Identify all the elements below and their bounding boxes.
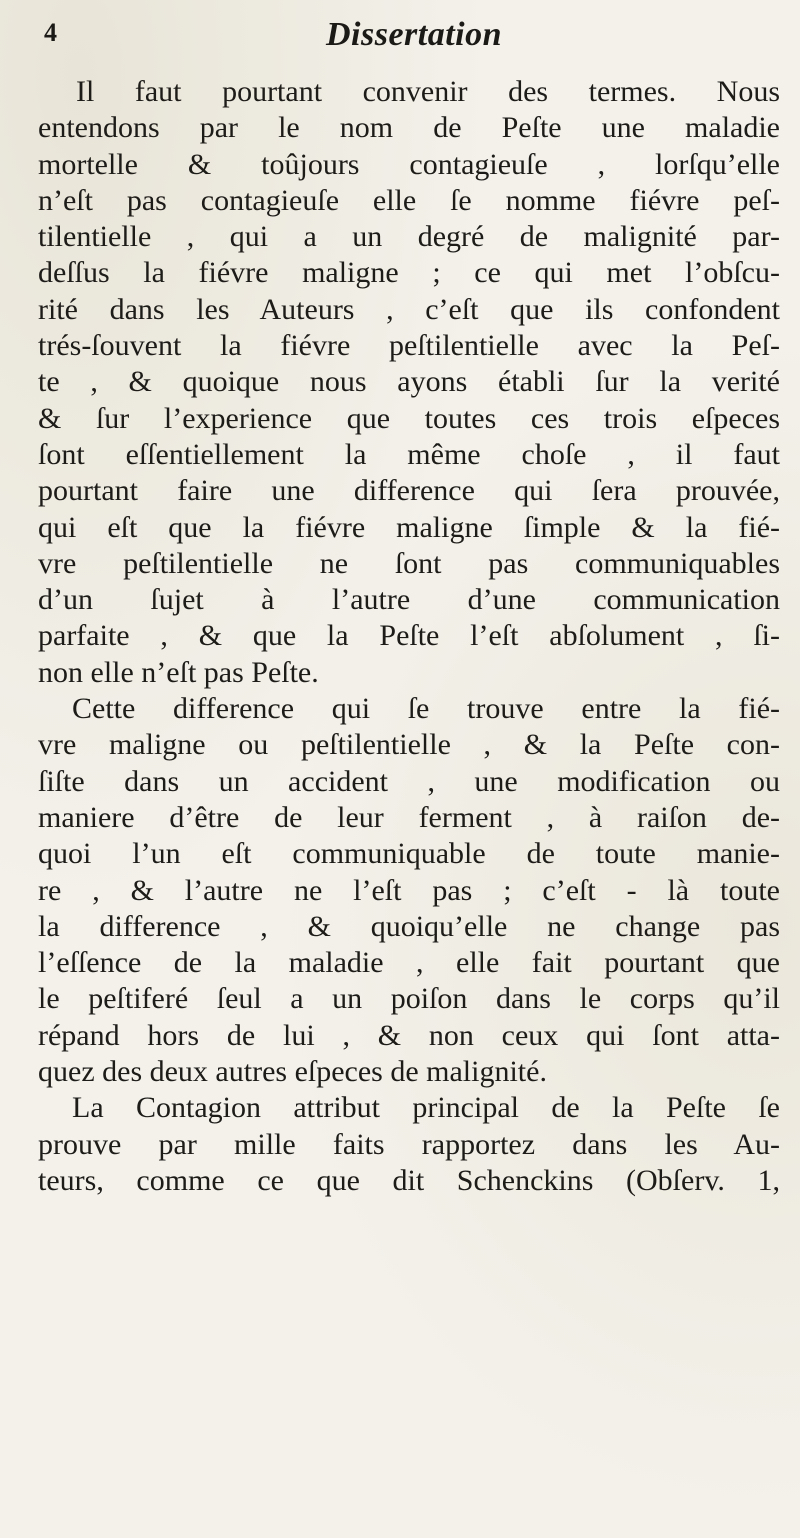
text-line: quez des deux autres eſpeces de malignité. (38, 1055, 547, 1089)
text-line: l’eſſence de la maladie , elle fait pourtant que (38, 946, 780, 980)
text-line: la difference , & quoiqu’elle ne change pas (38, 909, 780, 943)
text-line: te , & quoique nous ayons établi ſur la verité (38, 365, 780, 399)
text-line: le peſtiferé ſeul a un poiſon dans le corps qu’il (38, 982, 780, 1016)
text-line: vre maligne ou peſtilentielle , & la Peſte con- (38, 728, 780, 762)
text-line: quoi l’un eſt communiquable de toute manie- (38, 837, 780, 871)
text-line: & ſur l’experience que toutes ces trois eſpeces (38, 401, 780, 435)
text-line: ſiſte dans un accident , une modification ou (38, 764, 780, 798)
text-line: maniere d’être de leur ferment , à raiſon de- (38, 800, 780, 834)
text-line: qui eſt que la fiévre maligne ſimple & la fié- (38, 510, 780, 544)
text-line: re , & l’autre ne l’eſt pas ; c’eſt - là toute (38, 873, 780, 907)
text-line: ſont eſſentiellement la même choſe , il faut (38, 437, 780, 471)
text-line: pourtant faire une difference qui ſera prouvée, (38, 474, 780, 508)
text-line: vre peſtilentielle ne ſont pas communiquables (38, 546, 780, 580)
text-line: répand hors de lui , & non ceux qui ſont atta- (38, 1018, 780, 1052)
body-text (38, 74, 780, 1199)
text-line: non elle n’eſt pas Peſte. (38, 655, 319, 689)
text-line: Cette difference qui ſe trouve entre la fié- (72, 692, 780, 726)
text-line: rité dans les Auteurs , c’eſt que ils confondent (38, 292, 780, 326)
page-number: 4 (44, 18, 57, 47)
text-line: entendons par le nom de Peſte une maladie (38, 111, 780, 145)
text-line: parfaite , & que la Peſte l’eſt abſolument , ſi- (38, 619, 780, 653)
text-line: deſſus la fiévre maligne ; ce qui met l’obſcu- (38, 256, 780, 290)
text-line: tilentielle , qui a un degré de malignité par- (38, 220, 780, 254)
text-line: trés-ſouvent la fiévre peſtilentielle avec la Peſ- (38, 329, 780, 363)
text-line: Il faut pourtant convenir des termes. Nous (76, 75, 780, 108)
text-line: mortelle & toûjours contagieuſe , lorſqu’elle (38, 147, 780, 181)
text-line: prouve par mille faits rapportez dans les Au- (38, 1127, 780, 1161)
text-line: La Contagion attribut principal de la Peſte ſe (72, 1091, 780, 1125)
text-line: d’un ſujet à l’autre d’une communication (38, 583, 780, 617)
text-line: n’eſt pas contagieuſe elle ſe nomme fiévre peſ- (38, 183, 780, 217)
text-line: teurs, comme ce que dit Schenckins (Obſerv. 1, (38, 1163, 780, 1197)
running-head (0, 12, 800, 62)
running-title: Dissertation (326, 16, 503, 53)
